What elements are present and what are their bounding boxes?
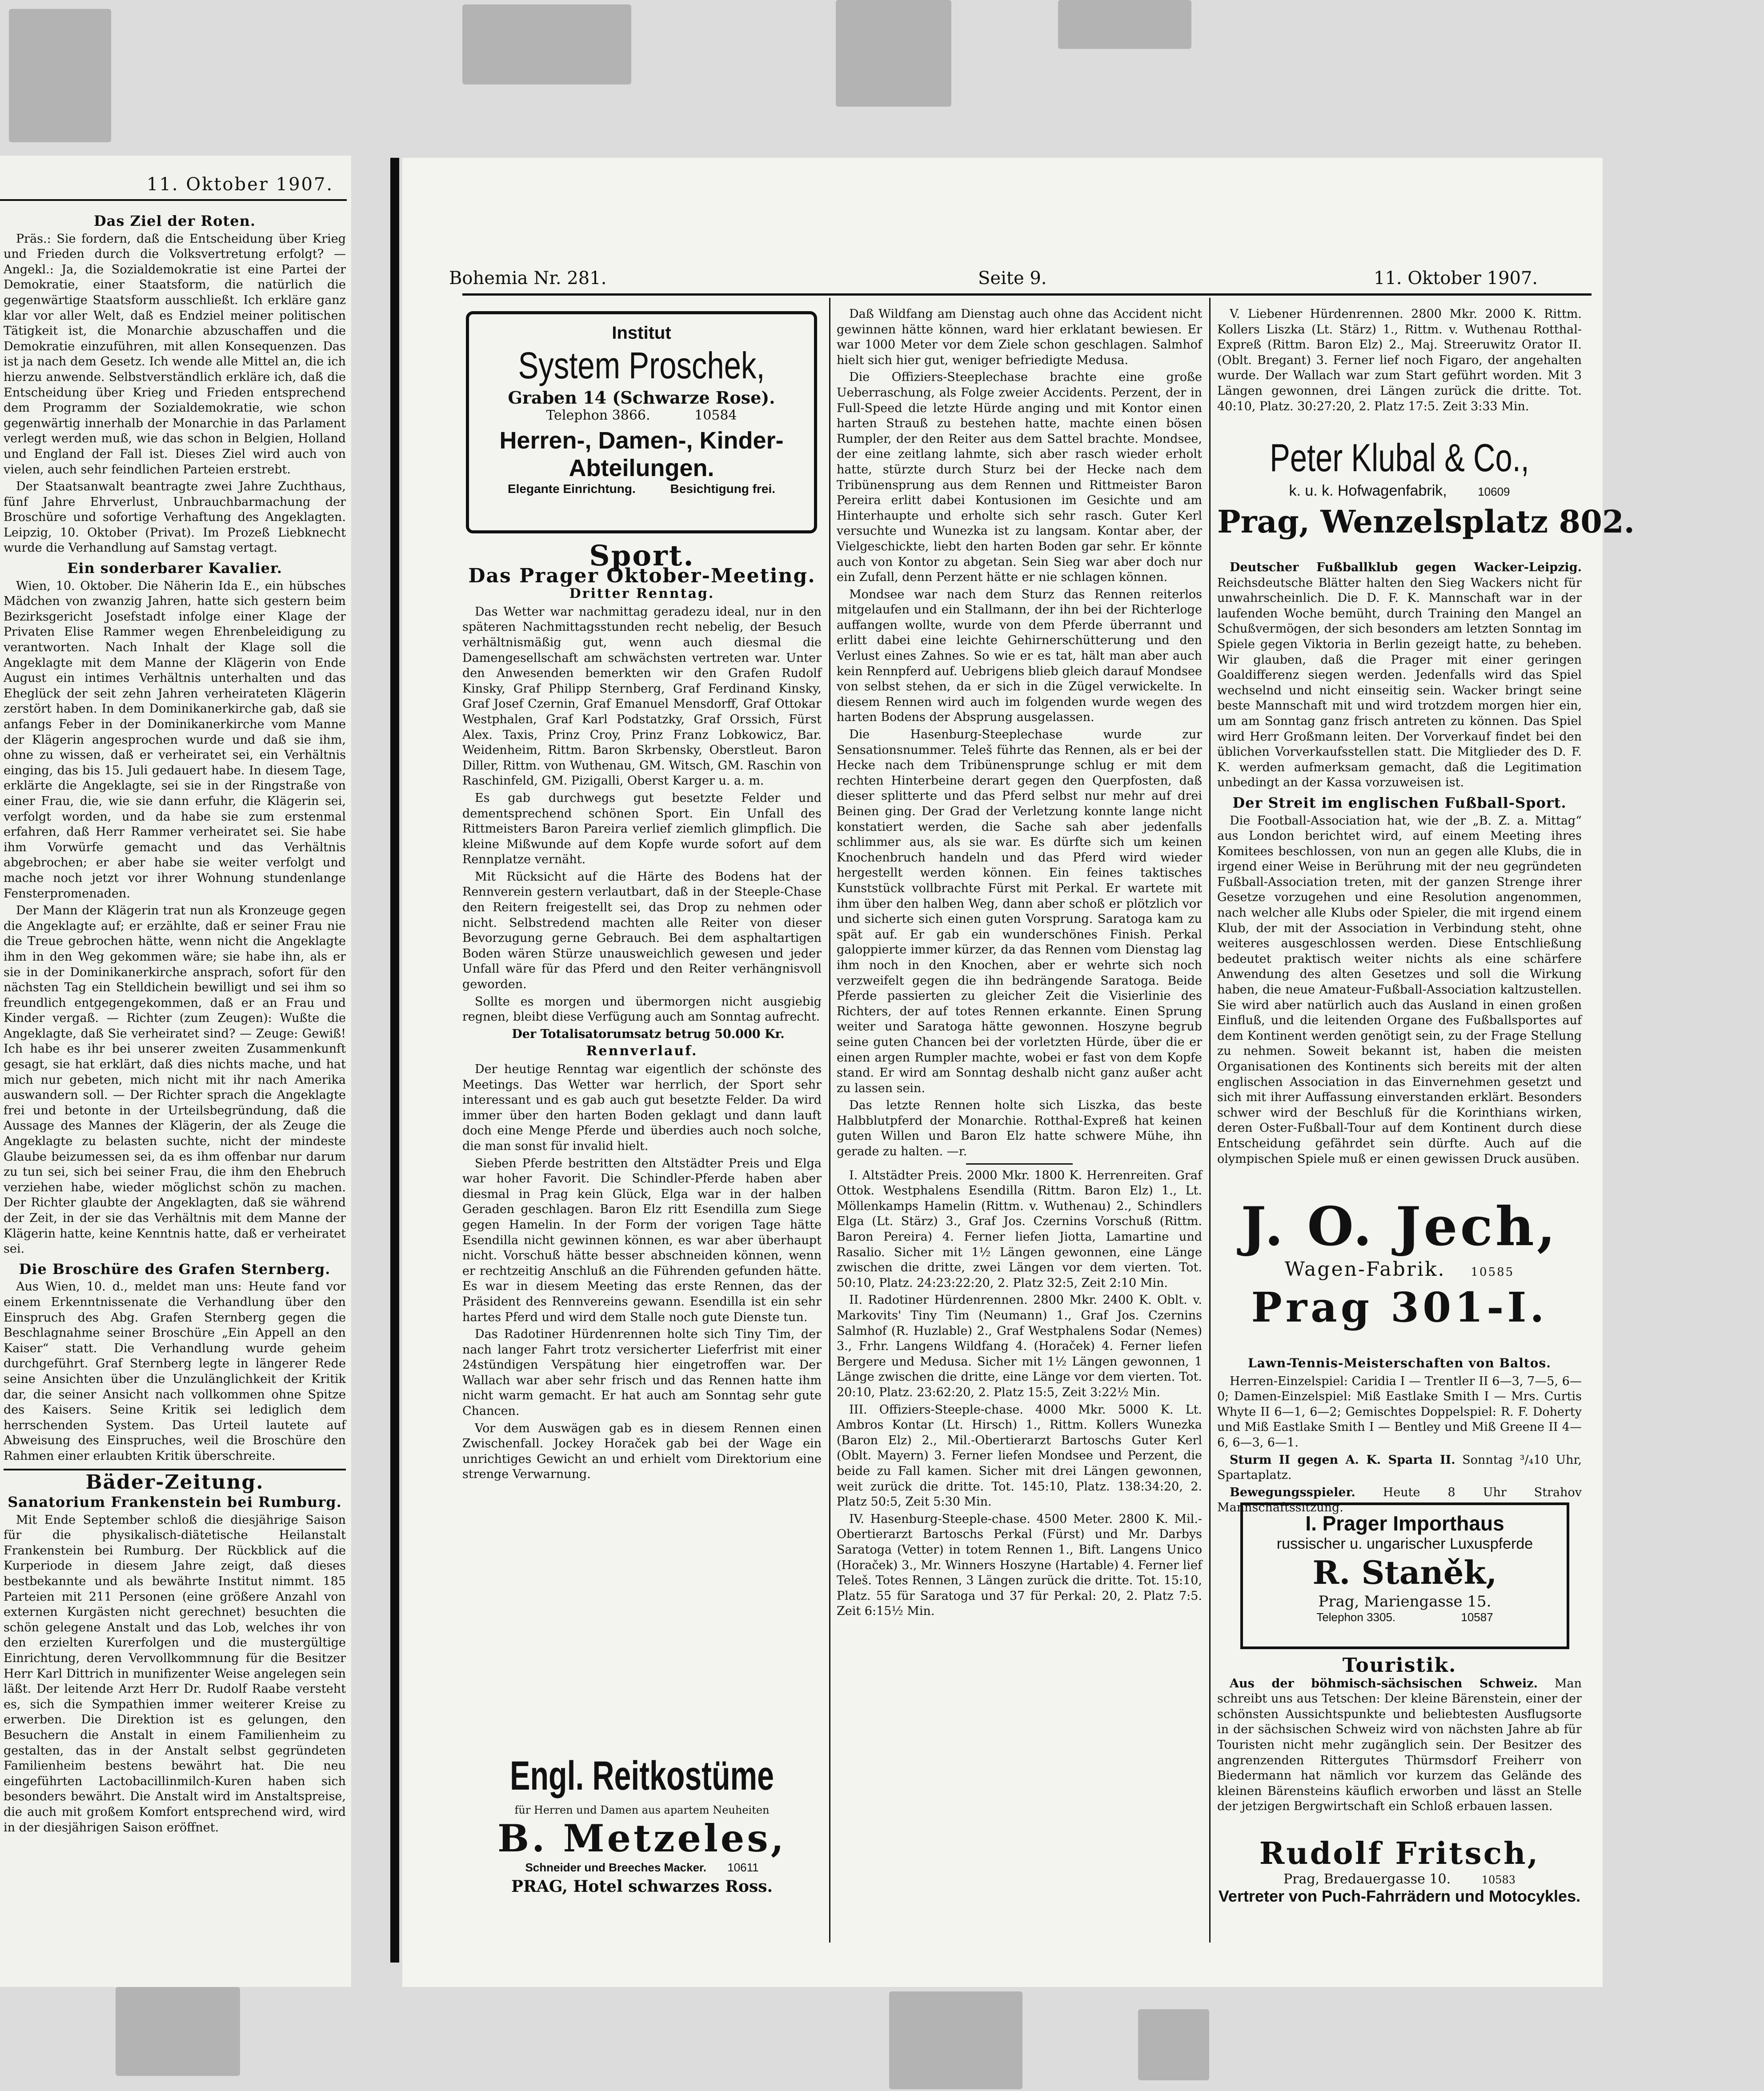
heading-tennis: Lawn-Tennis-Meisterschaften von Baltos. [1248, 1356, 1551, 1370]
article-text: Die Hasenburg-Steeplechase wurde zur Sensationsnummer. Teleš führte das Rennen, als er bei der Hecke nach dem Tribünensprunge schlug er mit dem rechten Hinterbeine derart gegen den Querpfosten, daß dieser splitterte und das Pferd selbst nur mehr auf drei Beinen ging. Der Grad der Verletzung konnte lange nicht konstatiert werden, die Sache sah aber jedenfalls schlimmer aus, als sie war. Es dürfte sich um keinen Knochenbruch handeln und das Pferd wird wieder hergestellt werden können. Ein feines taktisches Kunststück vollbrachte Fürst mit Perkal. Er wartete mit ihm über den halben Weg, dann aber schoß er plötzlich vor und sicherte sich einen guten Vorsprung. Saratoga kam zu spät auf. Er gab ein wunderschönes Finish. Perkal galoppierte immer kürzer, da das Rennen vom Dienstag lag ihm noch in den Knochen, aber er wehrte sich noch verzweifelt gegen die ihn bedrängende Saratoga. Beide Pferde passierten zu gleicher Zeit die Visierlinie des Richters, der auf totes Rennen erkannte. Einen Sprung weiter und Saratoga hätte gewonnen. Hoszyne begrub seine guten Chancen bei der vorletzten Hürde, über die er einen argen Rumpler machte, wobei er fast von dem Kopfe stand. Er wird am Sonntag deshalb nicht ganz außer acht zu lassen sein. [837, 728, 1202, 1095]
article-text: Sonntag ³/₄10 Uhr, Spartaplatz. [1217, 1453, 1582, 1482]
ad-code: 10583 [1481, 1874, 1516, 1886]
race-result: V. Liebener Hürdenrennen. 2800 Mkr. 2000 K. Rittm. Kollers Liszka (Lt. Stärz) 1., Rittm. v. Wuthenau Rotthal-Expreß (Rittm. Baron Elz) 2., Maj. Streeruwitz Orator II. (Oblt. Bregant) 3. Ferner lief noch Figaro, der angehalten wurde. Der Wallach war zum Start geführt worden. Mit 3 Längen gewonnen, drei Längen zurück die dritte. Tot. 40:10, Platz. 30:27:20, 2. Platz 17:5. Zeit 3:33 Min. [1217, 307, 1582, 413]
article-text: Herren-Einzelspiel: Caridia I — Trentler II 6—3, 7—5, 6—0; Damen-Einzelspiel: Miß Eastlake Smith I — Mrs. Curtis Whyte II 6—1, 6—2; Gemischtes Doppelspiel: R. F. Doherty und Miß Eastlake Smith I — Bentley und Miß Greene II 4—6, 6—3, 6—1. [1217, 1374, 1582, 1450]
ad-text: Telephon 3866. [546, 408, 650, 423]
heading-meeting: Das Prager Oktober-Meeting. [468, 564, 816, 587]
heading-sternberg: Die Broschüre des Grafen Sternberg. [19, 1260, 331, 1278]
sport-column-1 [462, 539, 822, 1484]
heading-bewegung: Bewegungsspieler. [1230, 1485, 1355, 1499]
ad-text: Herren-, Damen-, Kinder- [499, 427, 784, 454]
ad-text: Graben 14 (Schwarze Rose). [508, 388, 775, 408]
ad-code: 10584 [694, 408, 737, 423]
article-text: Daß Wildfang am Dienstag auch ohne das Accident nicht gewinnen hätte können, ward hier erklatant bewiesen. Er war 1000 Meter vor dem Ziele schon geschlagen. Salmhof hielt sich hier gut, weniger befriedigte Medusa. [837, 307, 1202, 367]
article-text: Der Mann der Klägerin trat nun als Kronzeuge gegen die Angeklagte auf; er erzählte, daß er seiner Frau nie die Treue gebrochen hätte, wenn nicht die Angeklagte ihm in den Weg gekommen wäre; sie habe ihn, als er sie in der Dominikanerkirche ansprach, sofort für den nächsten Tag ein Stelldichein bewilligt und sei ihm so freundlich entgegengekommen, daß er an Frau und Kinder vergaß. — Richter (zum Zeugen): Wußte die Angeklagte, daß Sie verheiratet sind? — Zeuge: Gewiß! Ich habe es ihr bei unserer zweiten Zusammenkunft gesagt, sie hat erklärt, daß dies nichts mache, und hat mich nur gebeten, mich nicht mit ihr nach Amerika auswandern soll. — Der Richter sprach die Angeklagte frei und betonte in der Urteilsbegründung, daß die Aussage des Mannes der Klägerin, der als Zeuge die Angeklagte zu belasten suchte, nicht der mindeste Glaube beizumessen sei, da es ihm offenbar nur darum zu tun sei, sich bei seiner Frau, die ihm den Ehebruch verziehen habe, wieder möglichst schön zu machen. Der Richter glaubte der Angeklagten, daß sie während der Zeit, in der sie das Verhältnis mit dem Manne der Klägerin hatte, keine Kenntnis hatte, daß er verheiratet sei. [4, 904, 346, 1256]
article-text: Der Totalisatorumsatz betrug 50.000 Kr. [512, 1027, 785, 1041]
heading-sport: Sport. [589, 539, 695, 573]
ad-jech [1217, 1196, 1582, 1342]
ad-metzeles [462, 1751, 822, 1938]
article-text: Heute 8 Uhr Strahov Mannschaftssitzung. [1217, 1485, 1582, 1515]
article-text: Das Radotiner Hürdenrennen holte sich Tiny Tim, der nach langer Fahrt trotz versicherter Lieferfrist mit einer 24stündigen Verspätung hier eingetroffen war. Der Wallach war aber sehr frisch und das Rennen hatte ihm nicht warm gemacht. Er hat auch am Sonntag sehr gute Chancen. [462, 1327, 822, 1418]
article-text: Es gab durchwegs gut besetzte Felder und dementsprechend schönen Sport. Ein Unfall des Rittmeisters Baron Pareira verlief ziemlich glimpflich. Die kleine Mißwunde auf dem Kopfe wurde sofort auf dem Rennplatze vernäht. [462, 791, 822, 867]
column-rule-2 [1209, 298, 1211, 1943]
race-result: III. Offiziers-Steeple-chase. 4000 Mkr. 5000 K. Lt. Ambros Kontar (Lt. Hirsch) 1., Rittm. Kollers Wunezka (Baron Elz) 2., Mil.-Obertierarzt Bartoschs Guter Kerl (Oblt. Mayern) 3. Ferner liefen Mondsee und Perzent, die beide zu Fall kamen. Sicher mit drei Längen gewonnen, weit zurück die dritte. Tot. 145:10, Platz. 138:34:20, 2. Platz 50:5, Zeit 5:30 Min. [837, 1402, 1202, 1509]
page-gutter-rule [390, 158, 399, 1963]
masthead-page: Seite 9. [978, 268, 1047, 288]
ad-text: R. Staněk, [1312, 1554, 1497, 1591]
scan-speck [889, 1991, 1022, 2089]
ad-text: B. Metzeles, [497, 1816, 786, 1860]
ad-code: 10609 [1478, 485, 1510, 498]
article-text: Reichsdeutsche Blätter halten den Sieg Wackers nicht für unwahrscheinlich. Die D. F. K. Mannschaft war in der laufenden Woche bemüht, durch Training den Mangel an Schußvermögen, der sich besonders am letzten Sonntag im Spiele gegen Viktoria in Berlin gezeigt hatte, zu beheben. Wir glauben, daß die Prager mit einer geringen Goaldifferenz siegen werden. Jedenfalls wird das Spiel wechselnd und nicht einseitig sein. Wacker bringt seine beste Mannschaft mit und wird trotzdem morgen hier ein, um am Sonntag ganz frisch antreten zu können. Das Spiel wird Herr Großmann leiten. Der Vorverkauf findet bei den üblichen Vorverkaufsstellen statt. Die Mitglieder des D. F. K. werden aufmerksam gemacht, daß die Legitimation unbedingt an der Kassa vorzuweisen ist. [1217, 576, 1582, 790]
masthead-date: 11. Oktober 1907. [1374, 268, 1538, 288]
heading-ziel: Das Ziel der Roten. [93, 212, 256, 229]
right-column-tennis [1217, 1351, 1582, 1518]
ad-text: Elegante Einrichtung. [507, 482, 636, 496]
race-result: I. Altstädter Preis. 2000 Mkr. 1800 K. Herrenreiten. Graf Ottok. Westphalens Esendilla (Rittm. Baron Elz) 1., Lt. Möllenkamps Hamelin (Rittm. v. Wuthenau) 2., Schindlers Elga (Lt. Stärz) 3., Graf Jos. Czernins Vorschuß (Rittm. Baron Pereira) 4. Ferner liefen Jiotta, Lamartine und Rasalio. Sicher mit 1½ Längen gewonnen, eine Länge zwischen die dritte, zwei Längen vor dem vierten. Tot. 50:10, Platz. 24:23:22:20, 2. Platz 32:5, Zeit 2:10 Min. [837, 1168, 1202, 1290]
section-rule [4, 1469, 346, 1470]
article-text: Präs.: Sie fordern, daß die Entscheidung über Krieg und Frieden durch die Volksvertretung erfolgt? — Angekl.: Ja, die Sozialdemokratie ist eine Partei der Demokratie, einer Staatsform, die natürlich die gegenwärtige Staatsform ausschließt. Ich erkläre ganz klar vor aller Welt, daß es Endziel meiner politischen Tätigkeit ist, die Monarchie abzuschaffen und die Demokratie einzuführen, mit allen Konsequenzen. Das ist ja nach dem Gesetz. Ich wende alle Mittel an, die ich hierzu anwende. Selbstverständlich erkläre ich, daß die Entscheidung über Krieg und Frieden entsprechend dem Programm der Sozialdemokratie, wie schon gegenwärtig innerhalb der Monarchie in das Parlament verlegt werden muß, wie das schon in Belgien, Holland und England der Fall ist. Dieses Ziel wird auch von vielen, auch sehr feindlichen Parteien erstrebt. [4, 232, 346, 477]
section-rule [966, 1163, 1073, 1165]
ad-text: Telephon 3305. [1316, 1610, 1396, 1624]
ad-text: russischer u. ungarischer Luxuspferde [1276, 1535, 1533, 1552]
article-text: Sieben Pferde bestritten den Altstädter Preis und Elga war hoher Favorit. Die Schindler-Pferde haben aber diesmal in Prag kein Glück, Elga war in der halben Geraden geschlagen. Baron Elz ritt Esendilla zum Siege gegen Hamelin. In der Form der vorigen Tage hätte Esendilla nicht gewinnen können, es war aber überhaupt nicht. Vorschuß hätte besser abschneiden können, wenn er rechtzeitig Anschluß an die Führenden gefunden hätte. Es war in diesem Meeting das erste Rennen, das der Präsident des Rennvereins gewann. Esendilla ist ein sehr hartes Pferd und wird dem Stalle noch gute Dienste tun. [462, 1156, 822, 1324]
ad-fritsch [1217, 1836, 1582, 1925]
ad-text: Rudolf Fritsch, [1259, 1836, 1540, 1871]
article-text: Mondsee war nach dem Sturz das Rennen reiterlos mitgelaufen und ein Stallmann, der ihn bei der Richterloge auffangen wollte, wurde von dem Pferde überrannt und erlitt dabei eine leichte Gehirnerschütterung und den Verlust eines Zahnes. So wie er es tat, hält man aber auch kein Rennpferd auf. Uebrigens blieb gleich darauf Mondsee von selbst stehen, da er sich in die Zügel verwickelte. In diesem Rennen wird auch im folgenden wurde wegen des harten Bodens der Absprung ausgelassen. [837, 587, 1202, 725]
article-text: Mit Rücksicht auf die Härte des Bodens hat der Rennverein gestern verlautbart, daß in der Steeple-Chase den Reitern freigestellt sei, das Drop zu nehmen oder nicht. Selbstredend machten alle Reiter von dieser Bevorzugung gerne Gebrauch. Bei dem asphaltartigen Boden wären Stürze unausweichlich gewesen und jeder Unfall wäre für das Pferd und den Reiter verhängnisvoll geworden. [462, 869, 822, 992]
right-column-fussball [1217, 560, 1582, 1169]
ad-text: J. O. Jech, [1241, 1195, 1558, 1258]
scan-speck [1138, 2009, 1209, 2080]
heading-kavalier: Ein sonderbarer Kavalier. [67, 560, 283, 577]
left-head-rule [0, 199, 347, 201]
heading-schweiz: Aus der böhmisch-sächsischen Schweiz. [1230, 1676, 1538, 1690]
ad-stanek [1240, 1502, 1569, 1649]
masthead-rule [462, 293, 1592, 296]
ad-text: Prag, Wenzelsplatz 802. [1217, 503, 1635, 540]
ad-text: Institut [612, 323, 671, 343]
race-result: II. Radotiner Hürdenrennen. 2800 Mkr. 2400 K. Oblt. v. Markovits' Tiny Tim (Neumann) 1., Graf Jos. Czernins Salmhof (R. Huzlable) 2., Graf Westphalens Sodar (Nemes) 3., Frhr. Langens Wildfang 4. (Horaček) 4. Ferner liefen Bergere und Medusa. Sicher mit 1½ Längen gewonnen, 1 Länge zwischen die dritte, eine Länge vor dem vierten. Tot. 20:10, Platz. 23:62:20, 2. Platz 15:5, Zeit 3:22½ Min. [837, 1293, 1202, 1399]
right-column-touristik [1217, 1654, 1582, 1816]
scan-speck [1058, 0, 1191, 49]
heading-baeder: Bäder-Zeitung. [85, 1470, 264, 1494]
ad-text: I. Prager Importhaus [1305, 1512, 1504, 1535]
article-text: Die Offiziers-Steeplechase brachte eine große Ueberraschung, als Folge zweier Accidents. Perzent, der in Full-Speed die letzte Hürde anging und mit Kontor einen harten Strauß zu bestehen hatte, machte einen bösen Rumpler, der den Reiter aus dem Sattel brachte. Mondsee, der eine zeitlang lahmte, sich aber rasch wieder erholt hatte, stürzte durch Sturz bei der Hecke nach dem Tribünensprung aus dem Rennen und Rittmeister Baron Pereira erlitt dabei Kontusionen im Gesichte und am Hinterhaupte und erholte sich sehr rasch. Guter Kerl versuchte und Wunezka ist zu langsam. Kontar aber, der Vielgeschickte, liebt den harten Boden gar sehr. Er könnte auch von Kontor zu abgetan. Sein Sieg war aber doch nur ein Zufall, denn Perzent hätte er nie schlagen können. [837, 370, 1202, 585]
scan-speck [116, 1987, 240, 2076]
ad-text: Abteilungen. [569, 455, 714, 481]
ad-code: 10585 [1471, 1266, 1515, 1279]
left-page-date: 11. Oktober 1907. [147, 174, 334, 195]
ad-proschek [466, 311, 817, 533]
article-text: Mit Ende September schloß die diesjährige Saison für die physikalisch-diätetische Heilanstalt Frankenstein bei Rumburg. Der Rückblick auf die Kurperiode in diesem Jahre zeigt, daß dieses bestbekannte und als bewährte Institut nimmt. 185 Parteien mit 211 Personen (eine größere Anzahl von externen Kurgästen nicht gerechnet) besuchten die schön gelegene Anstalt und das Lob, welches ihr von den erzielten Kurerfolgen und die mustergültige Einrichtung, deren Vervollkommnung für die Besitzer Herr Karl Dittrich in munifizenter Weise angelegen sein läßt. Der leitende Arzt Herr Dr. Rudolf Raabe versteht es, sich die Sympathien immer weiterer Kreise zu erwerben. Die Direktion ist es gelungen, den Besuchern die Anstalt in einem Familienheim zu gestalten, das in der Anstalt selbst gegründeten Familienheim bestens bewährt hat. Die neu eingeführten Lactobacillinmilch-Kuren haben sich besonders bewährt. Die Anstalt wird im Anstaltspreise, die auch mit großem Komfort entsprechend wird, wird in der diesjährigen Saison eröffnet. [4, 1513, 346, 1835]
ad-text: System Proschek, [518, 344, 765, 386]
left-column [4, 209, 346, 1837]
ad-text: Schneider und Breeches Macker. [525, 1861, 706, 1874]
ad-text: Besichtigung frei. [670, 482, 776, 496]
ad-text: Prag, Bredauergasse 10. [1283, 1871, 1451, 1887]
masthead-issue: Bohemia Nr. 281. [449, 268, 607, 288]
ad-text: Vertreter von Puch-Fahrrädern und Motocykles. [1218, 1887, 1581, 1905]
ad-text: Engl. Reitkostüme [510, 1753, 774, 1799]
article-text: Der Staatsanwalt beantragte zwei Jahre Zuchthaus, fünf Jahre Ehrverlust, Unbrauchbarmachung der Broschüre und sofortige Verhaftung des Angeklagten. Leipzig, 10. Oktober (Privat). Im Prozeß Liebknecht wurde die Verhandlung auf Samstag vertagt. [4, 480, 346, 555]
article-text: Vor dem Auswägen gab es in diesem Rennen einen Zwischenfall. Jockey Horaček gab bei der Wage ein unrichtiges Gewicht an und erhielt vom Direktorium eine strenge Verwarnung. [462, 1421, 822, 1482]
ad-text: Wagen-Fabrik. [1284, 1258, 1446, 1281]
sport-column-2 [837, 307, 1202, 1621]
ad-text: PRAG, Hotel schwarzes Ross. [511, 1877, 773, 1896]
ad-code: 10587 [1461, 1610, 1493, 1624]
scan-speck [9, 9, 111, 142]
article-text: Das letzte Rennen holte sich Liszka, das beste Halbblutpferd der Monarchie. Rotthal-Expreß hat keinen guten Willen und Baron Elz hatte schwere Mühe, ihn gerade zu halten. —r. [837, 1098, 1202, 1159]
article-text: Man schreibt uns aus Tetschen: Der kleine Bärenstein, einer der schönsten Aussichtspunkte und beliebtesten Ausflugsorte in der sächsischen Schweiz wird von nächsten Jahre ab für Touristen nicht mehr zugänglich sein. Der Besitzer des angrenzenden Rittergutes Thürmsdorf Freiherr von Biedermann hat nämlich vor kurzem das Gelände des kleinen Bärensteins käuflich erworben und lässt an Stelle der jetzigen Bergwirtschaft ein Schloß erbauen lassen. [1217, 1676, 1582, 1814]
ad-code: 10611 [727, 1861, 759, 1874]
ad-klubal [1217, 433, 1635, 558]
ad-text: für Herren und Damen aus apartem Neuheiten [514, 1804, 770, 1816]
scan-speck [462, 4, 631, 84]
column-rule-1 [829, 298, 830, 1943]
heading-sanatorium: Sanatorium Frankenstein bei Rumburg. [8, 1494, 342, 1511]
scan-speck [836, 0, 951, 107]
article-text: Sollte es morgen und übermorgen nicht ausgiebig regnen, bleibt diese Verfügung auch am Sonntag aufrecht. [462, 994, 822, 1024]
heading-renntag: Dritter Renntag. [569, 586, 715, 602]
heading-rennverlauf: Rennverlauf. [586, 1043, 698, 1059]
article-text: Aus Wien, 10. d., meldet man uns: Heute fand vor einem Erkenntnissenate die Verhandlung über den Einspruch des Abg. Grafen Sternberg gegen die Beschlagnahme seiner Broschüre „Ein Appell an den Kaiser“ statt. Die Verhandlung wurde geheim durchgeführt. Graf Sternberg legte in längerer Rede seine Ansichten über die Unzulänglichkeit der Kritik dar, die seiner Ansicht nach vollkommen ohne Spitze des Kaisers. Seine Kritik sei lediglich dem herrschenden System. Das Urteil lautete auf Abweisung des Einspruches, weil die Broschüre den Rahmen einer erlaubten Kritik überschreite. [4, 1280, 346, 1463]
article-text: Das Wetter war nachmittag geradezu ideal, nur in den späteren Nachmittagsstunden recht nebelig, der Besuch verhältnismäßig gut, wenn auch diesmal die Damengesellschaft am schwächsten vertreten war. Unter den Anwesenden bemerkten wir den Grafen Rudolf Kinsky, Graf Philipp Sternberg, Graf Ferdinand Kinsky, Graf Josef Czernin, Graf Emanuel Mensdorff, Graf Ottokar Westphalen, Graf Karl Podstatzky, Graf Orssich, Fürst Alex. Taxis, Prinz Croy, Prinz Franz Lobkowicz, Bar. Weidenheim, Rittm. Baron Skrbensky, Oberstleut. Baron Diller, Rittm. von Wuthenau, GM. Witsch, GM. Raschin von Raschinfeld, GM. Pizigalli, Oberst Karger u. a. m. [462, 605, 822, 788]
ad-text: Prag, Mariengasse 15. [1318, 1593, 1491, 1610]
ad-text: k. u. k. Hofwagenfabrik, [1289, 482, 1447, 499]
article-text: Wien, 10. Oktober. Die Näherin Ida E., ein hübsches Mädchen von zwanzig Jahren, hatte sich gestern beim Bezirksgericht Josefstadt infolge einer Klage der Privaten Elise Rammer wegen Ehrenbeleidigung zu verantworten. Nach Inhalt der Klage soll die Angeklagte mit dem Manne der Klägerin von Ende August ein intimes Verhältnis unterhalten und das Eheglück der seit zehn Jahren verheirateten Klägerin zerstört haben. In dem Dominikanerkirche gab, daß sie anfangs Feber in der Dominikanerkirche vom Manne der Klägerin angesprochen wurde und daß sie ihm, ohne zu wissen, daß er verheiratet sei, ein Verhältnis einging, das bis 15. Juli gedauert habe. In diesem Tage, erklärte die Angeklagte, sei sie in der Ringstraße von einer Frau, die, wie sie dann erfuhr, die Klägerin sei, verfolgt worden, und da habe sie zum erstenmal erfahren, daß Herr Rammer verheiratet sei. Sie habe ihm Vorwürfe gemacht und das Verhältnis abgebrochen; er aber habe sie weiter verfolgt und mache noch jetzt vor ihrer Wohnung stundenlange Fensterpromenaden. [4, 579, 346, 901]
right-column-results [1217, 307, 1582, 416]
heading-touristik: Touristik. [1342, 1654, 1457, 1677]
article-text: Die Football-Association hat, wie der „B. Z. a. Mittag“ aus London berichtet wird, auf einem Meeting ihres Komitees beschlossen, von nun an gegen alle Klubs, die in irgend einer Weise in Berührung mit der neu gegründeten Fußball-Association treten, mit der ganzen Strenge ihrer Gesetze vorzugehen und eine Resolution angenommen, nach welcher alle Klubs oder Spieler, die mit irgend einem Klub, der mit der Association in Verbindung steht, ohne weiteres ausgeschlossen werden. Diese Entschließung bedeutet praktisch weiter nichts als eine schärfere Anwendung des alten Gesetzes und soll die Wirkung haben, die neue Amateur-Fußball-Association kaltzustellen. Sie wird aber natürlich auch das Ausland in einen großen Einfluß, und die leitenden Organe des Fußballsportes auf dem Kontinent werden genötigt sein, zu der Frage Stellung zu nehmen. Soweit bekannt ist, haben die meisten Organisationen des Kontinents sich bereits mit der alten englischen Association in das Einvernehmen gesetzt und sich mit ihrer Auffassung einverstanden erklärt. Besonders schwer wird der Beschluß für die Korinthians wirken, deren Oster-Fußball-Tour auf dem Kontinent durch diese Entscheidung gefährdet sein dürfte. Auch auf die olympischen Spiele muß er einen gewissen Druck ausüben. [1217, 813, 1582, 1166]
ad-text: Prag 301-I. [1251, 1283, 1548, 1331]
heading-streit: Der Streit im englischen Fußball-Sport. [1232, 794, 1567, 811]
ad-text: Peter Klubal & Co., [1270, 436, 1529, 480]
heading-sturm: Sturm II gegen A. K. Sparta II. [1230, 1453, 1455, 1467]
article-text: Der heutige Renntag war eigentlich der schönste des Meetings. Das Wetter war herrlich, der Sport sehr interessant und es gab auch gut besetzte Felder. Da wird immer über den harten Boden geklagt und dann lauft doch eine Menge Pferde und überdies auch noch solche, die man sonst für invalid hielt. [462, 1062, 822, 1153]
heading-fussball: Deutscher Fußballklub gegen Wacker-Leipzig. [1230, 561, 1582, 574]
race-result: IV. Hasenburg-Steeple-chase. 4500 Meter. 2800 K. Mil.-Obertierarzt Bartoschs Perkal (Fürst) und Mr. Darbys Saratoga (Vetter) in totem Rennen 1., Bift. Langens Unico (Horaček) 3., Mr. Winners Hoszyne (Hartable) 4. Ferner lief Teleš. Totes Rennen, 3 Längen zurück die dritte. Tot. 15:10, Platz. 55 für Saratoga und 37 für Perkal: 20, 2. Platz 7:5. Zeit 6:15½ Min. [837, 1512, 1202, 1618]
